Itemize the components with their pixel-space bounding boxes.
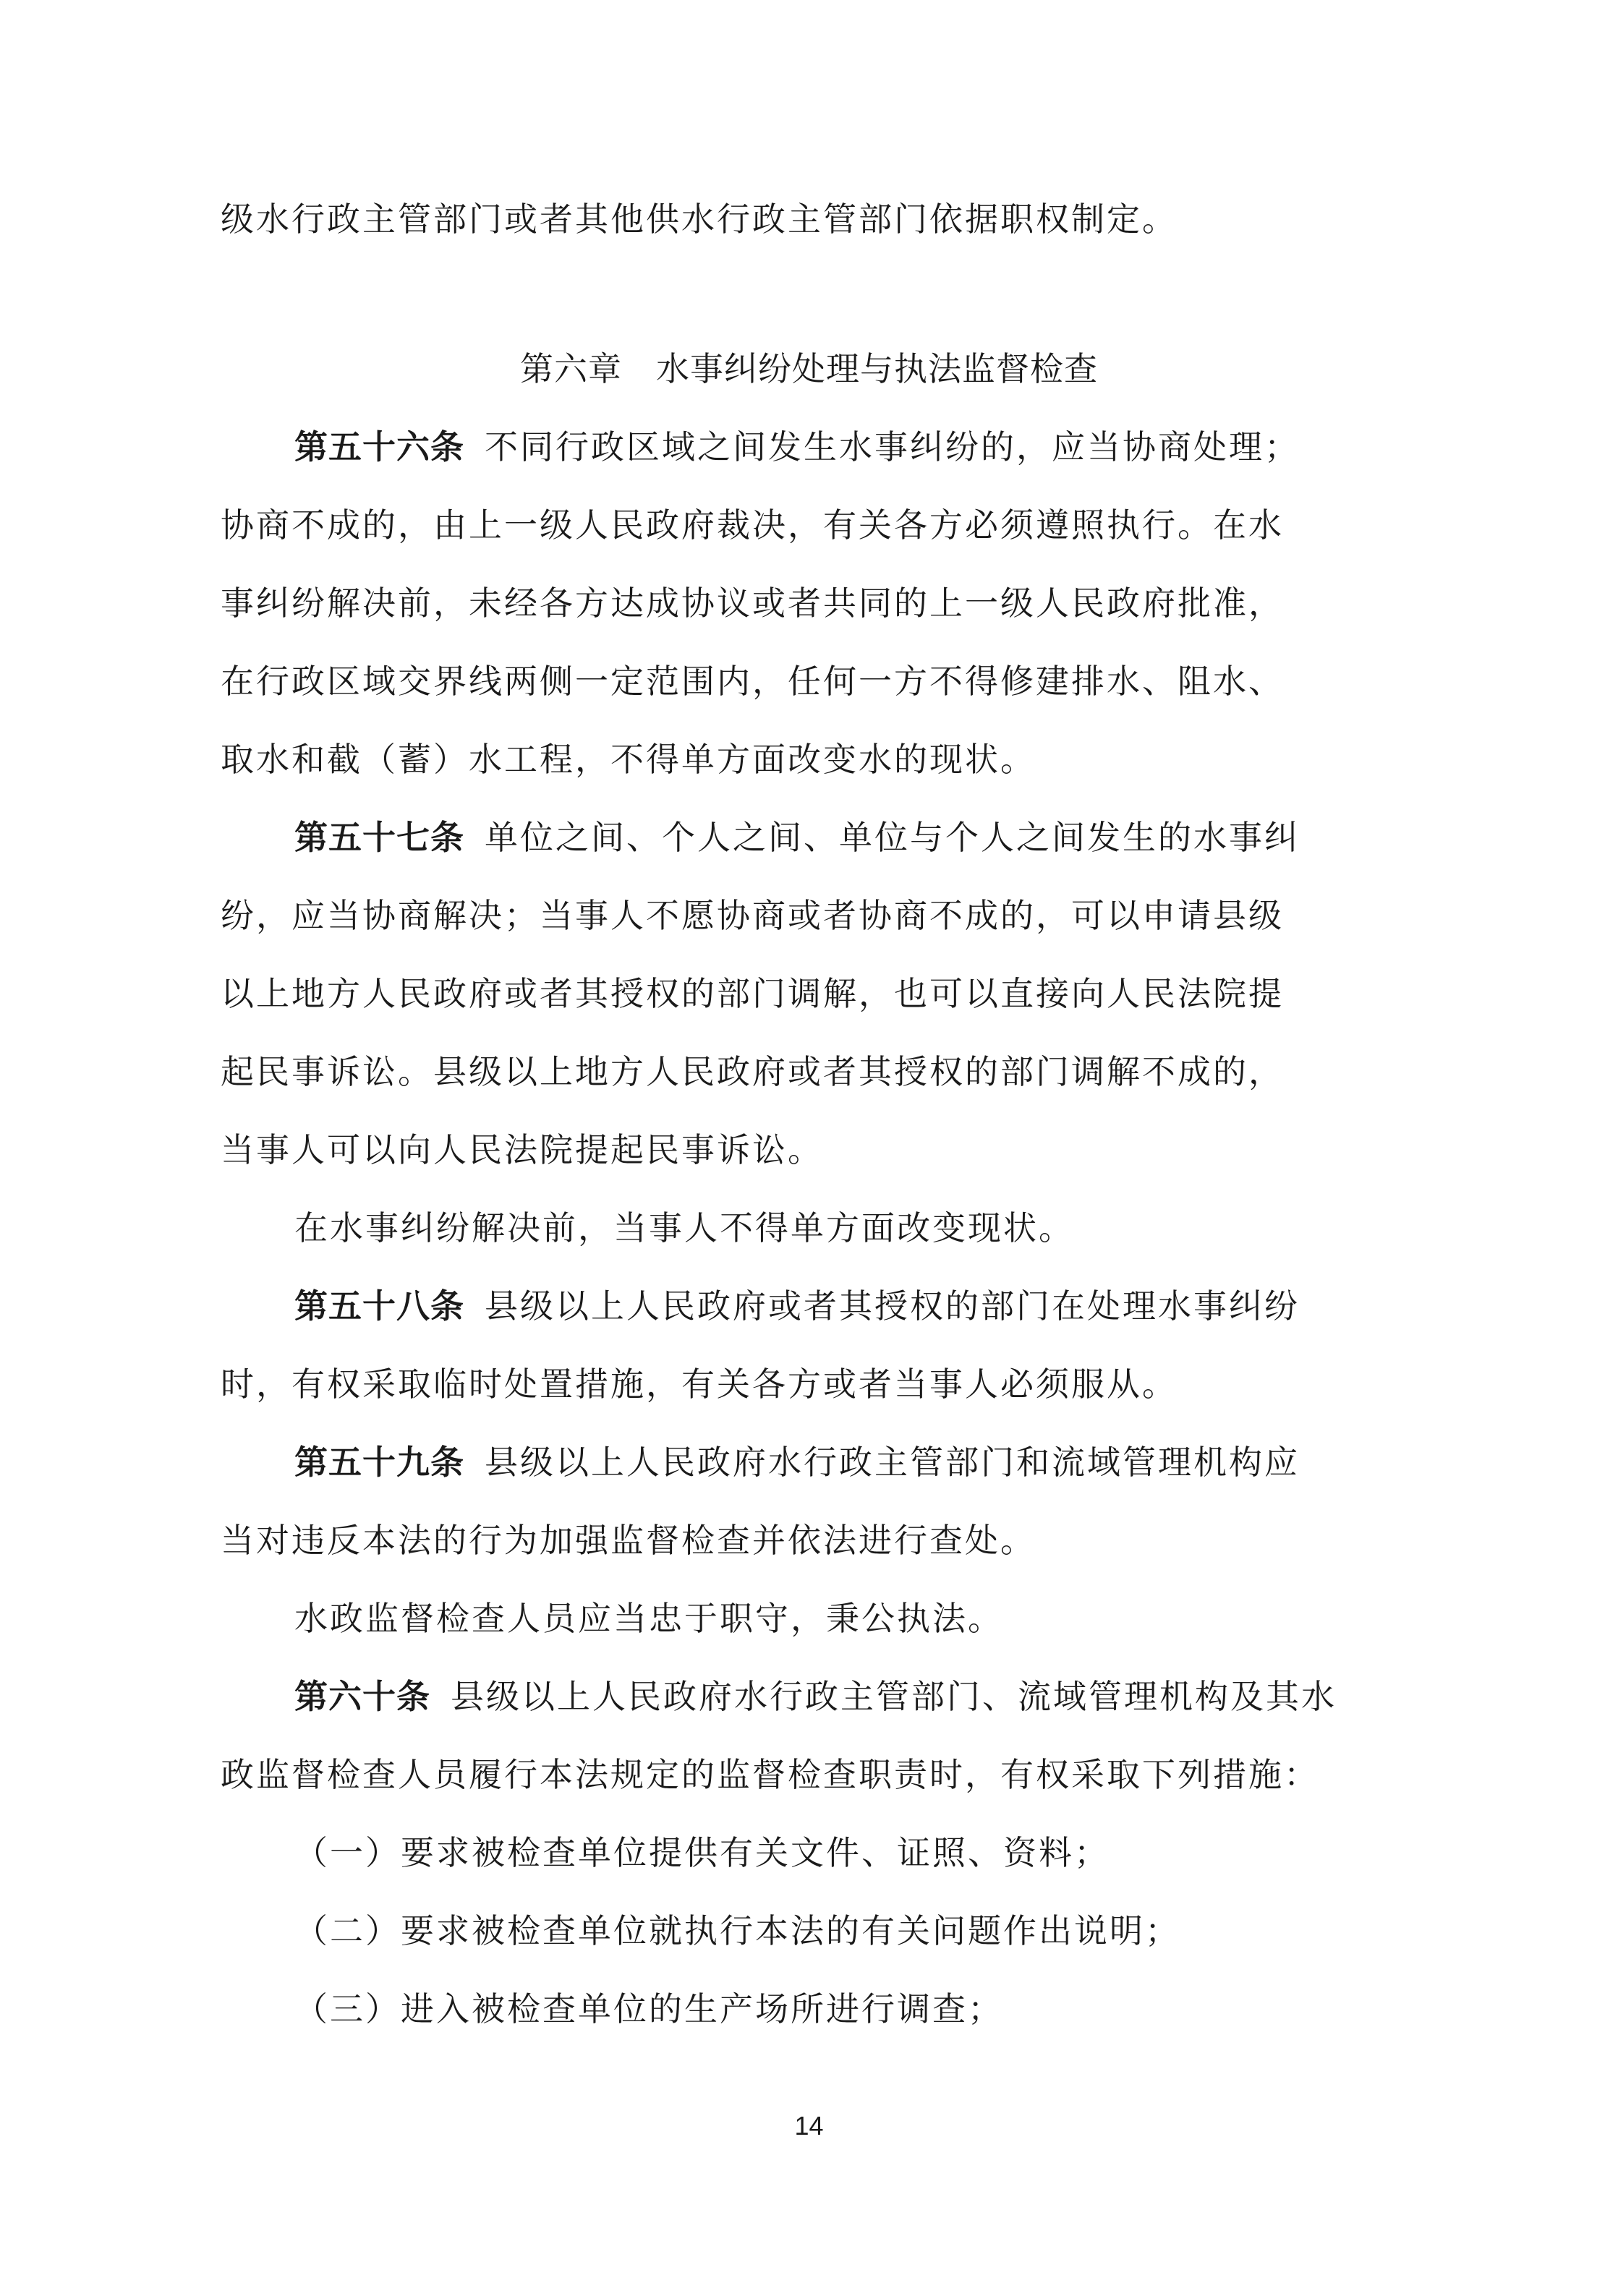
article-56-line-1 xyxy=(294,427,1403,467)
text-line: 纷，应当协商解决；当事人不愿协商或者协商不成的，可以申请县级 xyxy=(221,896,1284,935)
article-60-label: 第六十条 xyxy=(294,1677,430,1716)
text-line: 事纠纷解决前，未经各方达成协议或者共同的上一级人民政府批准， xyxy=(221,584,1284,623)
text-line: 县级以上人民政府水行政主管部门和流域管理机构应 xyxy=(485,1443,1300,1482)
text-line: 取水和截（蓄）水工程，不得单方面改变水的现状。 xyxy=(221,740,1036,779)
article-59-label: 第五十九条 xyxy=(294,1443,464,1482)
list-item: （二）要求被检查单位就执行本法的有关问题作出说明； xyxy=(294,1911,1180,1950)
text-line: 协商不成的，由上一级人民政府裁决，有关各方必须遵照执行。在水 xyxy=(221,505,1284,545)
text-line: 在水事纠纷解决前，当事人不得单方面改变现状。 xyxy=(294,1208,1074,1247)
text-line: 不同行政区域之间发生水事纠纷的，应当协商处理； xyxy=(485,427,1300,466)
article-58-label: 第五十八条 xyxy=(294,1286,464,1326)
article-57-label: 第五十七条 xyxy=(294,818,464,857)
text-line: 时，有权采取临时处置措施，有关各方或者当事人必须服从。 xyxy=(221,1365,1178,1404)
text-line: 当对违反本法的行为加强监督检查并依法进行查处。 xyxy=(221,1521,1036,1560)
text-line: 县级以上人民政府或者其授权的部门在处理水事纠纷 xyxy=(485,1286,1300,1326)
text-line: 起民事诉讼。县级以上地方人民政府或者其授权的部门调解不成的， xyxy=(221,1052,1284,1091)
article-59-line-1 xyxy=(294,1442,1403,1482)
text-line: 以上地方人民政府或者其授权的部门调解，也可以直接向人民法院提 xyxy=(221,974,1284,1013)
chapter-title: 第六章 水事纠纷处理与执法监督检查 xyxy=(520,349,1098,388)
text-line: 单位之间、个人之间、单位与个人之间发生的水事纠 xyxy=(485,818,1300,857)
text-line: 当事人可以向人民法院提起民事诉讼。 xyxy=(221,1130,823,1169)
text-line: 政监督检查人员履行本法规定的监督检查职责时，有权采取下列措施： xyxy=(221,1755,1319,1794)
article-57-line-1 xyxy=(294,817,1403,858)
article-60-line-1 xyxy=(294,1676,1403,1717)
article-58-line-1 xyxy=(294,1286,1403,1326)
text-line: 水政监督检查人员应当忠于职守，秉公执法。 xyxy=(294,1599,1003,1638)
text-line: 在行政区域交界线两侧一定范围内，任何一方不得修建排水、阻水、 xyxy=(221,662,1284,701)
list-item: （一）要求被检查单位提供有关文件、证照、资料； xyxy=(294,1833,1110,1872)
list-item: （三）进入被检查单位的生产场所进行调查； xyxy=(294,1989,1003,2028)
article-56-label: 第五十六条 xyxy=(294,427,464,466)
text-line: 级水行政主管部门或者其他供水行政主管部门依据职权制定。 xyxy=(221,200,1178,239)
page-number: 14 xyxy=(794,2111,824,2141)
text-line: 县级以上人民政府水行政主管部门、流域管理机构及其水 xyxy=(451,1677,1337,1716)
